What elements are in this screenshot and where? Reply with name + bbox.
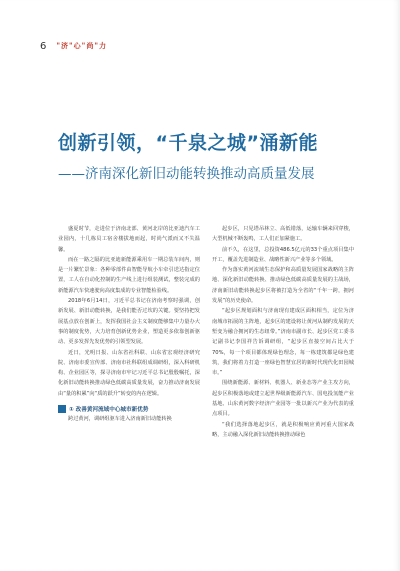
- paragraph: 而在一路之隔的比亚迪新能源乘用车一期总装车间内，则是一片繁忙景象：各种零部件由智能导航小车牵引送达指定位置，工人在自动化控制的生产线上进行组装测试，整装完成的新能源汽车快速驶向高度集成的专业智能检验线。: [58, 256, 200, 294]
- paragraph: “我们选择落地起步区，就是积极响应黄河重大国家战略，主动融入深化新旧动能转换推动绿色: [212, 421, 354, 438]
- page-header: [40, 39, 107, 53]
- right-column: [212, 224, 354, 440]
- section-tag: "济"心"尚"力: [56, 41, 107, 50]
- left-column: [58, 224, 200, 440]
- subhead-text: ① 改善黄河流域中心城市新优势: [69, 407, 149, 414]
- paragraph: 起步区，只见塔吊林立、高低错落，运输车辆来回穿梭，大型机械不断轰鸣，工人们正加紧施工。: [212, 226, 354, 243]
- paragraph: 近日，光明日报、山东省社科联、山东省宏观经济研究院、济南市委宣传部、济南市社科联组成调研组，深入科研机构、企业园区等，探寻济南市牢记习近平总书记殷殷嘱托，深化新旧动能转换推动绿色低碳高质量发展，奋力推动济南发展由“量的积累”向“质的跃升”转变的内在逻辑。: [58, 349, 200, 397]
- article-title: 创新引领，“千泉之城”涌新能: [58, 132, 318, 154]
- section-subhead: [58, 405, 200, 413]
- paragraph: 前不久，在这里，总投资486.5亿元的33个重点项目集中开工，覆盖先进制造业、战略性新兴产业等多个领域。: [212, 246, 354, 263]
- paragraph: 盛夏时节，走进位于济南北部、黄河北岸的比亚迪汽车工业园内，十几栋员工宿舍楼拔地而起，时尚气派而又不失温馨。: [58, 226, 200, 253]
- subhead-marker-icon: [58, 405, 66, 413]
- paragraph: 作为落实黄河流域生态保护和高质量发展国家战略的主阵地、深化新旧动能转换、推动绿色低碳高质量发展的主战场，济南新旧动能转换起步区将被打造为全省的“千年一跨，拥河发展”的历史使命。: [212, 267, 354, 305]
- page-number: 6: [40, 40, 47, 52]
- article-subtitle: ——济南深化新旧动能转换推动高质量发展: [58, 166, 315, 182]
- paragraph: 2018年6月14日，习近平总书记在济南考察时强调，创新发展、新旧动能转换，是我们能否过坎的关键。要坚持把发展基点放在创新上，发挥我国社会主义制度能够集中力量办大事的制度优势，大力培育创新优势企业，塑造更多依靠创新驱动、更多发挥先发优势的引领型发展。: [58, 298, 200, 346]
- article-body: [58, 224, 354, 440]
- paragraph: 跨过黄河，调研组驱车进入济南新旧动能转换: [68, 416, 172, 423]
- paragraph: 围绕新能源、新材料、机器人、新业态等产业主攻方向，起步区积极落地或建立起世界级新能源汽车、国电投氢能产业基地、山东黄河数字经济产业园等一批以新兴产业为代表的重点项目。: [212, 380, 354, 418]
- paragraph: “起步区规划面积与济南现有建成区面积相当，定位为济南城市拓展的主阵地，起步区的建设将让黄河从制约发展的天堑变为融合拥河的生态纽带。”济南市副市长、起步区党工委书记副书记李国祥告诉调研组，“起步区直接空间占比大于70%，每一个项目都体现绿色理念，每一栋建筑都是绿色建筑，我们将着力打造一座绿色智慧宜居的新时代现代化田园城市。”: [212, 308, 354, 377]
